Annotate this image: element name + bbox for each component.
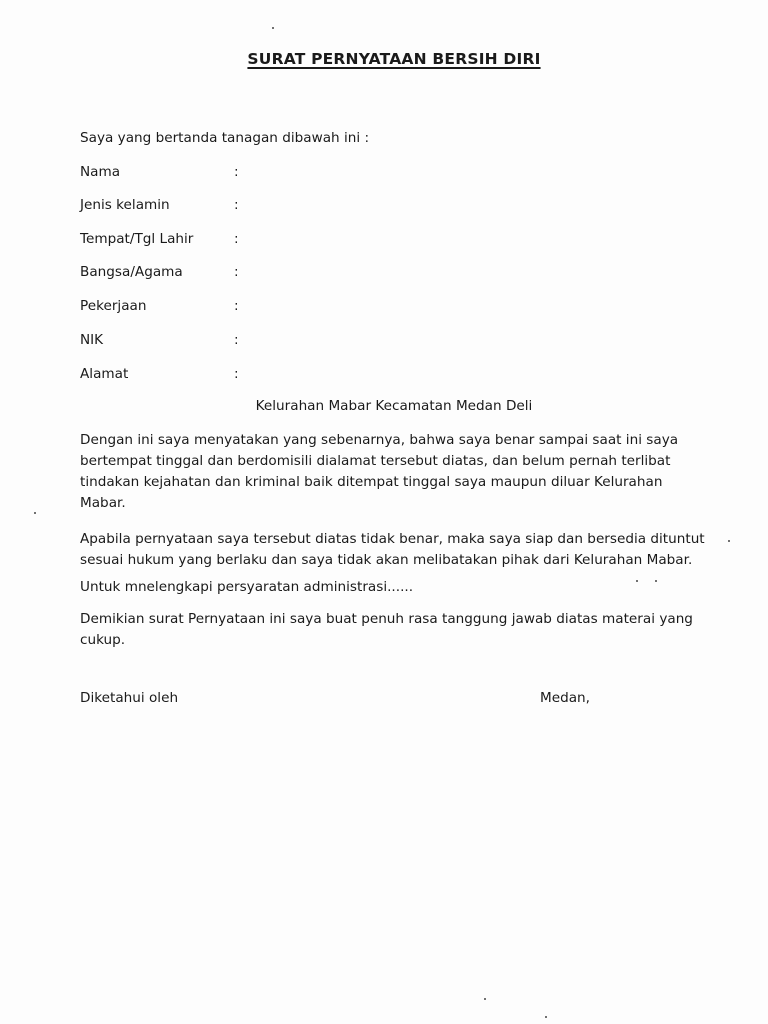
scan-speck: [34, 512, 36, 514]
field-separator: :: [234, 164, 239, 180]
scan-speck: [484, 998, 486, 1000]
document-title: [0, 50, 768, 68]
paragraph-line: sesuai hukum yang berlaku dan saya tidak akan melibatakan pihak dari Kelurahan Mabar.: [80, 552, 693, 568]
field-label: NIK: [80, 332, 104, 348]
field-label: Jenis kelamin: [80, 197, 170, 213]
place-date-label: Medan,: [540, 690, 590, 706]
field-label: Pekerjaan: [80, 298, 147, 314]
field-separator: :: [234, 298, 239, 314]
intro-line: Saya yang bertanda tanagan dibawah ini :: [80, 130, 370, 146]
field-separator: :: [234, 264, 239, 280]
address-line: Kelurahan Mabar Kecamatan Medan Deli: [255, 398, 533, 414]
statement-paragraph: [80, 430, 720, 514]
paragraph-line: bertempat tinggal dan berdomisili dialamat tersebut diatas, dan belum pernah terlibat: [80, 453, 671, 469]
paragraph-line: Demikian surat Pernyataan ini saya buat penuh rasa tanggung jawab diatas materai yang: [80, 611, 693, 627]
paragraph-line: tindakan kejahatan dan kriminal baik ditempat tinggal saya maupun diluar Kelurahan: [80, 474, 663, 490]
field-label: Nama: [80, 164, 121, 180]
field-separator: :: [234, 332, 239, 348]
scan-speck: [636, 580, 638, 582]
field-separator: :: [234, 231, 239, 247]
scan-speck: [272, 27, 274, 29]
closing-paragraph: [80, 609, 720, 651]
paragraph-line: Apabila pernyataan saya tersebut diatas tidak benar, maka saya siap dan bersedia dituntut: [80, 531, 705, 547]
scan-speck: [655, 580, 657, 582]
consequence-paragraph: [80, 529, 720, 571]
field-separator: :: [234, 366, 239, 382]
field-label: Bangsa/Agama: [80, 264, 183, 280]
paragraph-line: Mabar.: [80, 495, 126, 511]
acknowledged-by-label: Diketahui oleh: [80, 690, 179, 706]
scan-speck: [728, 540, 730, 542]
paragraph-line: Dengan ini saya menyatakan yang sebenarnya, bahwa saya benar sampai saat ini saya: [80, 432, 679, 448]
field-label: Tempat/Tgl Lahir: [80, 231, 194, 247]
purpose-line: Untuk mnelengkapi persyaratan administrasi......: [80, 579, 414, 595]
paragraph-line: cukup.: [80, 632, 126, 648]
document-title-text: SURAT PERNYATAAN BERSIH DIRI: [247, 50, 541, 68]
field-separator: :: [234, 197, 239, 213]
scan-speck: [545, 1016, 547, 1018]
field-label: Alamat: [80, 366, 129, 382]
